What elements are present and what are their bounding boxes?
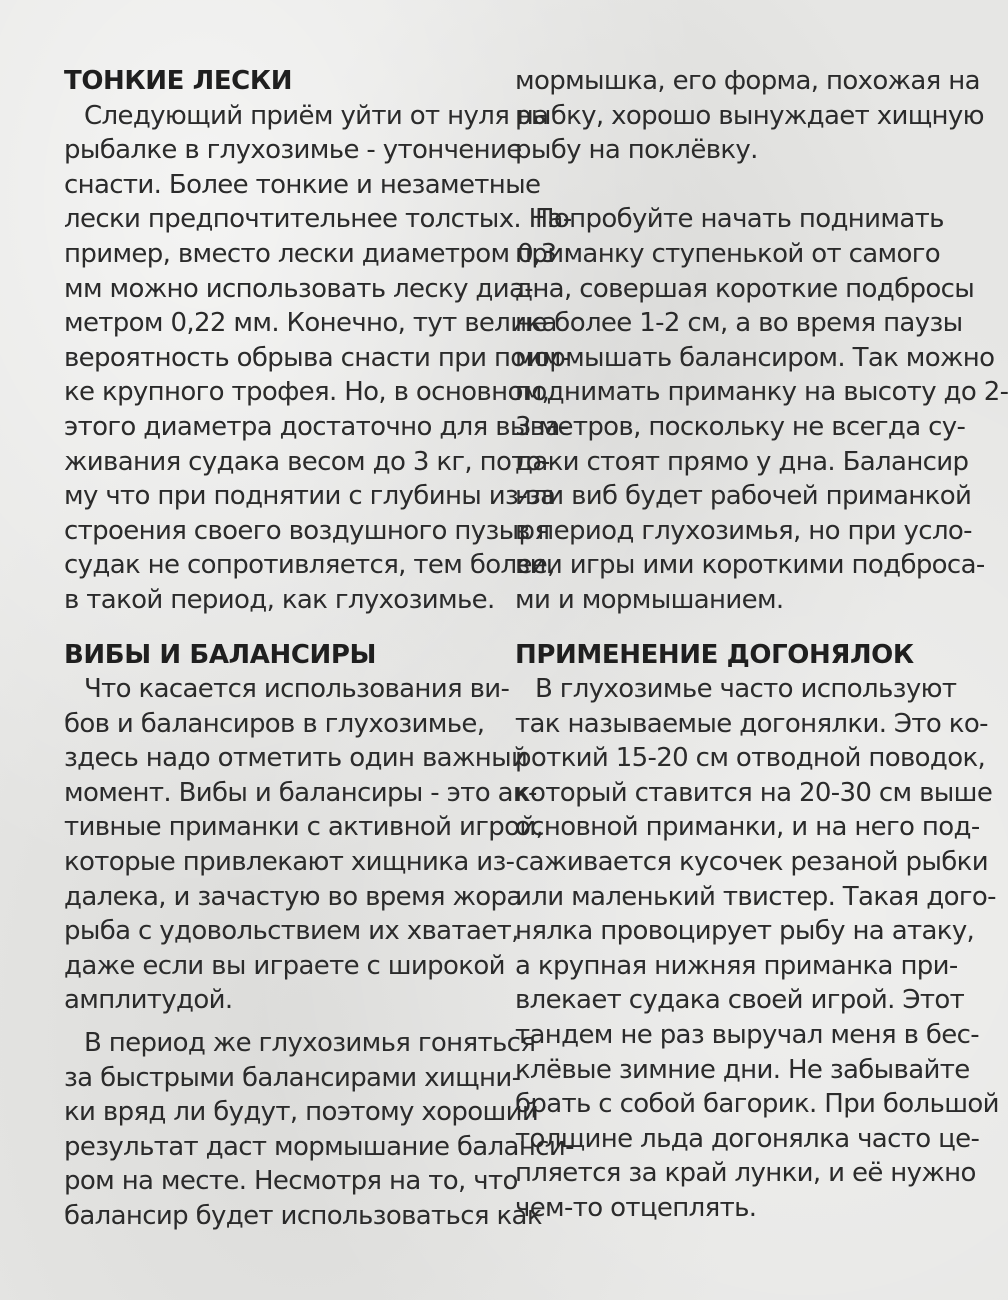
- text-line: бов и балансиров в глухозимье,: [64, 708, 485, 739]
- left-column: [64, 64, 574, 1234]
- text-line: или маленький твистер. Такая дого-: [515, 881, 996, 912]
- text-line: за быстрыми балансирами хищни-: [64, 1062, 521, 1093]
- text-line: ки вряд ли будут, поэтому хороший: [64, 1097, 539, 1128]
- text-line: который ставится на 20-30 см выше: [515, 777, 993, 808]
- text-line: пример, вместо лески диаметром 0,3: [64, 238, 557, 269]
- text-line: даже если вы играете с широкой: [64, 950, 505, 981]
- text-line: этого диаметра достаточно для выва-: [64, 411, 569, 442]
- text-line: лески предпочтительнее толстых. На-: [64, 204, 572, 235]
- text-line: рыбку, хорошо вынуждает хищную: [515, 100, 984, 131]
- paragraph-vibs-balancers: [64, 672, 544, 1018]
- text-line: далека, и зачастую во время жора: [64, 881, 522, 912]
- text-line: судак не сопротивляется, тем более,: [64, 550, 555, 581]
- text-line: мормышка, его форма, похожая на: [515, 66, 980, 96]
- text-line: а крупная нижняя приманка при-: [515, 950, 958, 981]
- paragraph-continued: [515, 64, 984, 168]
- section-heading-vibs-balancers: ВИБЫ И БАЛАНСИРЫ: [64, 639, 377, 670]
- text-line: балансир будет использоваться как: [64, 1201, 542, 1231]
- text-line: ке крупного трофея. Но, в основном,: [64, 377, 550, 408]
- section-heading-thin-lines: ТОНКИЕ ЛЕСКИ: [64, 66, 293, 96]
- text-line: рыбу на поклёвку.: [515, 135, 758, 166]
- text-line: рыбалке в глухозимье - утончение: [64, 135, 522, 166]
- text-line: тандем не раз выручал меня в бес-: [515, 1020, 979, 1051]
- text-line: в период глухозимья, но при усло-: [515, 515, 972, 546]
- text-line: чем-то отцеплять.: [515, 1193, 757, 1223]
- text-line: вероятность обрыва снасти при поим-: [64, 342, 570, 373]
- text-line: мм можно использовать леску диа-: [64, 273, 534, 304]
- text-line: рыба с удовольствием их хватает,: [64, 916, 519, 947]
- text-line: снасти. Более тонкие и незаметные: [64, 169, 541, 200]
- text-line: или виб будет рабочей приманкой: [515, 481, 972, 512]
- text-line: брать с собой багорик. При большой: [515, 1089, 999, 1120]
- paragraph-winter-period: [64, 1026, 574, 1234]
- text-line: дна, совершая короткие подбросы: [515, 273, 975, 304]
- text-line: строения своего воздушного пузыря: [64, 515, 550, 546]
- text-line: Попробуйте начать поднимать: [535, 204, 944, 235]
- text-line: не более 1-2 см, а во время паузы: [515, 308, 963, 339]
- text-line: так называемые догонялки. Это ко-: [515, 708, 988, 739]
- text-line: которые привлекают хищника из-: [64, 847, 515, 878]
- text-line: амплитудой.: [64, 985, 233, 1016]
- text-line: Следующий приём уйти от нуля на: [84, 100, 549, 131]
- text-line: роткий 15-20 см отводной поводок,: [515, 743, 986, 774]
- text-line: здесь надо отметить один важный: [64, 743, 528, 774]
- text-line: живания судака весом до 3 кг, пото-: [64, 446, 550, 477]
- text-line: даки стоят прямо у дна. Балансир: [515, 446, 969, 477]
- text-line: в такой период, как глухозимье.: [64, 584, 495, 615]
- text-line: пляется за край лунки, и её нужно: [515, 1158, 976, 1189]
- section-heading-chasers: ПРИМЕНЕНИЕ ДОГОНЯЛОК: [515, 639, 914, 670]
- text-line: метром 0,22 мм. Конечно, тут велика: [64, 308, 557, 339]
- text-line: толщине льда догонялка часто це-: [515, 1123, 980, 1154]
- text-line: приманку ступенькой от самого: [515, 238, 941, 269]
- paragraph-chasers: [515, 672, 999, 1226]
- text-line: влекает судака своей игрой. Этот: [515, 985, 965, 1016]
- paragraph-lifting-technique: [515, 202, 1008, 617]
- text-line: нялка провоцирует рыбу на атаку,: [515, 916, 975, 947]
- text-line: клёвые зимние дни. Не забывайте: [515, 1054, 970, 1085]
- text-line: поднимать приманку на высоту до 2-: [515, 377, 1008, 408]
- text-line: В глухозимье часто используют: [535, 674, 957, 705]
- text-line: ми и мормышанием.: [515, 584, 784, 615]
- text-line: тивные приманки с активной игрой,: [64, 812, 544, 843]
- text-line: Что касается использования ви-: [84, 674, 510, 705]
- text-line: В период же глухозимья гоняться: [84, 1028, 536, 1059]
- right-column: [515, 64, 1008, 1226]
- text-line: мормышать балансиром. Так можно: [515, 342, 995, 373]
- text-line: момент. Вибы и балансиры - это ак-: [64, 777, 537, 808]
- text-line: результат даст мормышание баланси-: [64, 1131, 574, 1162]
- text-line: саживается кусочек резаной рыбки: [515, 847, 988, 878]
- text-line: ром на месте. Несмотря на то, что: [64, 1166, 518, 1197]
- paragraph-thin-lines: [64, 99, 572, 618]
- text-line: му что при поднятии с глубины из-за: [64, 481, 556, 512]
- text-line: 3 метров, поскольку не всегда су-: [515, 411, 966, 442]
- text-line: основной приманки, и на него под-: [515, 812, 980, 843]
- text-line: вии игры ими короткими подброса-: [515, 550, 985, 581]
